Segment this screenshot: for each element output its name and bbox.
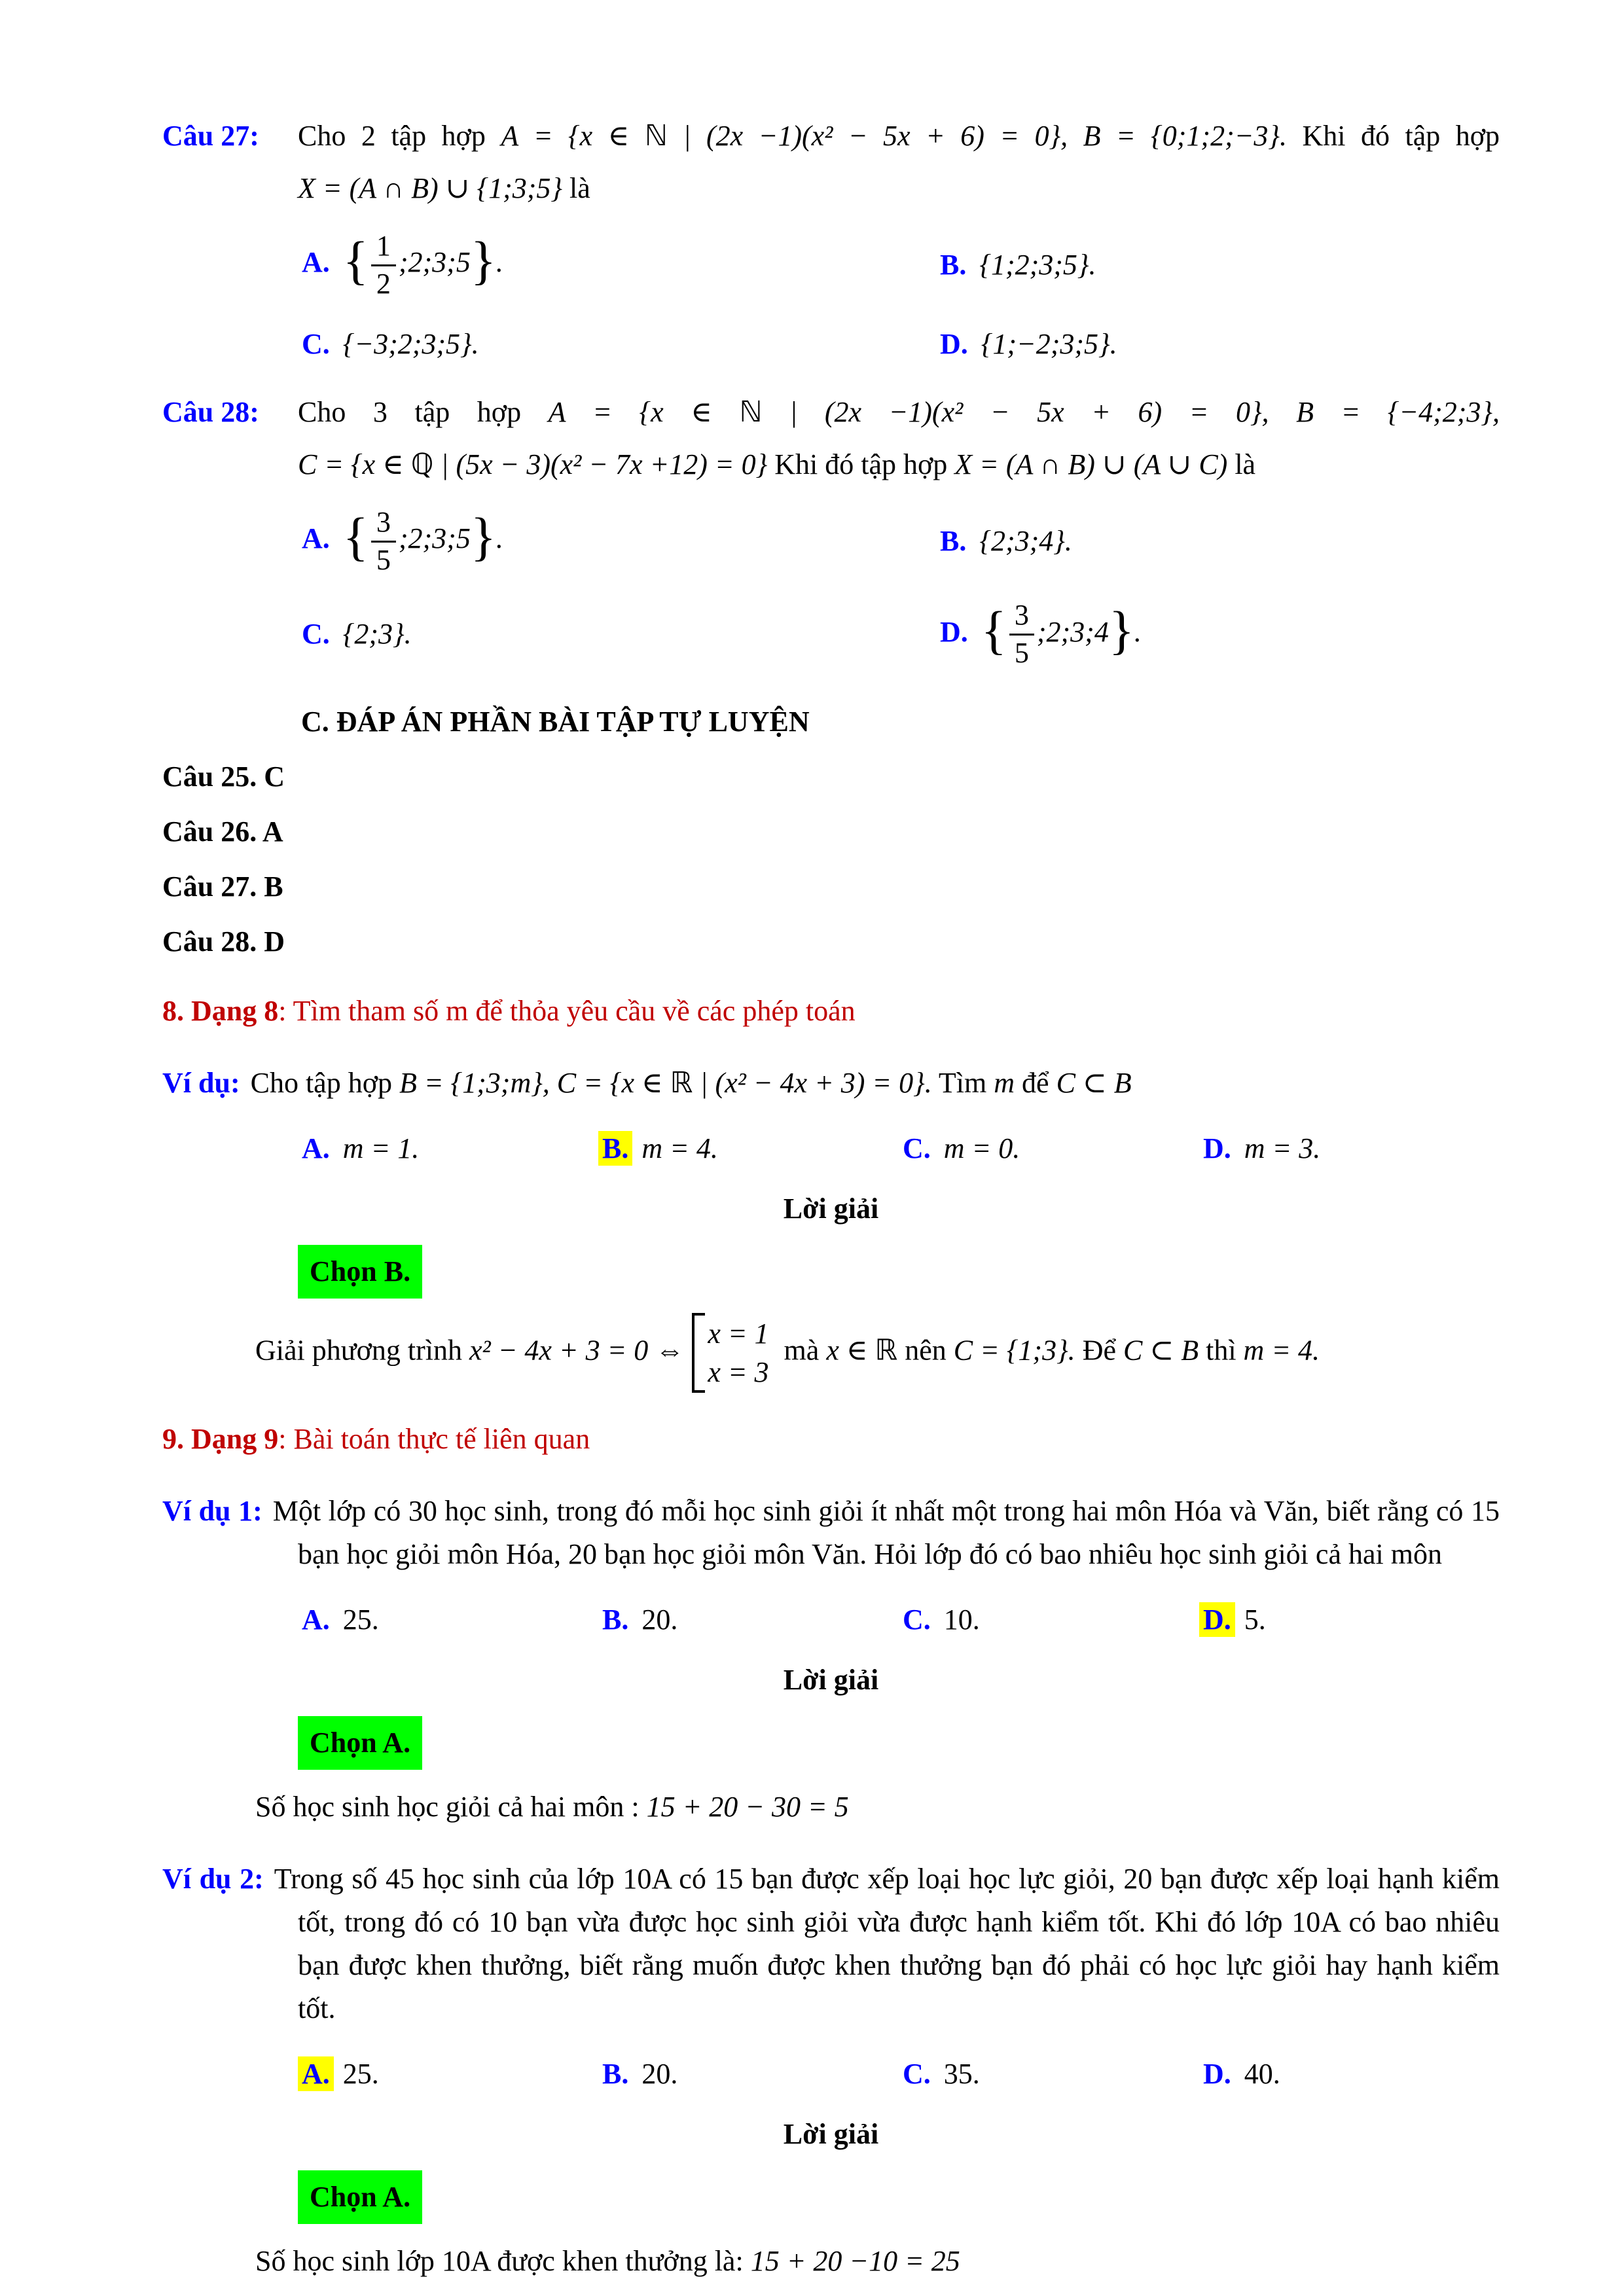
dang9-example1-options: [162, 1598, 1500, 1641]
question-27-options: [298, 230, 1500, 366]
option-c-letter: C.: [903, 2058, 931, 2090]
fraction: $\frac{3}{5}$: [371, 506, 396, 577]
dang9-example2-solution-line: Số học sinh lớp 10A được khen thưởng là: 15 + 20 −10 = 25: [255, 2245, 960, 2278]
section-dang9-description: : Bài toán thực tế liên quan: [278, 1423, 590, 1456]
option-c-letter: C.: [903, 1132, 931, 1164]
option-d-value: m = 3.: [1244, 1132, 1321, 1164]
option-b: [598, 1127, 899, 1170]
dang8-example-label: Ví dụ:: [162, 1066, 240, 1099]
option-a: [298, 1598, 598, 1641]
dang8-solution-line: Giải phương trình x² − 4x + 3 = 0 ⇔ x = 1 x = 3 mà x ∈ ℝ nên C = {1;3}. Để C ⊂ B thì m = 4.: [255, 1314, 1500, 1392]
option-b-letter: B.: [602, 2058, 629, 2090]
option-b: [598, 2053, 899, 2096]
option-c: [298, 323, 936, 366]
question-27-label: Câu 27:: [162, 120, 259, 152]
option-d-letter: D.: [1199, 1602, 1235, 1637]
option-a-value: 25.: [342, 2058, 379, 2090]
option-b-value: 20.: [641, 2058, 678, 2090]
option-d: [1199, 1127, 1500, 1170]
chosen-answer-badge: Chọn A.: [298, 2170, 422, 2224]
option-a-letter: A.: [302, 1604, 330, 1636]
dang9-example2-chosen-answer: [298, 2170, 1500, 2224]
question-27: [162, 115, 1500, 366]
dang9-example2-solution-heading: Lời giải: [783, 2118, 879, 2151]
option-d-letter: D.: [940, 615, 968, 648]
option-d-letter: D.: [1203, 2058, 1231, 2090]
option-b: [598, 1598, 899, 1641]
dang8-example: [162, 1062, 1500, 1105]
option-c-value: 35.: [943, 2058, 980, 2090]
answer-key-item-27: Câu 27. B: [162, 870, 283, 903]
option-b-value: m = 4.: [641, 1132, 718, 1164]
option-a-letter: A.: [302, 1132, 330, 1164]
option-d: [936, 323, 1500, 366]
option-a: [298, 230, 936, 300]
question-28-line1: Cho 3 tập hợp A = {x ∈ ℕ | (2x −1)(x² − 5x + 6) = 0}, B = {−4;2;3},: [298, 396, 1500, 429]
dang9-example2: [162, 1857, 1500, 2030]
option-b: [936, 520, 1500, 563]
option-b-letter: B.: [598, 1131, 632, 1166]
option-b: [936, 243, 1500, 287]
dang9-example2-options: [162, 2053, 1500, 2096]
option-d-letter: D.: [940, 328, 968, 361]
option-c: [899, 2053, 1199, 2096]
option-d: [1199, 2053, 1500, 2096]
option-d-value: { $\frac{3}{5}$ ;2;3;4}.: [981, 599, 1142, 669]
option-b-letter: B.: [940, 525, 967, 558]
section-dang8-title: [162, 990, 1500, 1033]
question-27-line1: Cho 2 tập hợp A = {x ∈ ℕ | (2x −1)(x² − 5x + 6) = 0}, B = {0;1;2;−3}. Khi đó tập hợp: [298, 120, 1500, 152]
option-c: [899, 1598, 1199, 1641]
option-b-letter: B.: [940, 249, 967, 281]
option-c: [899, 1127, 1199, 1170]
chosen-answer-badge: Chọn A.: [298, 1716, 422, 1770]
question-28-options: [298, 506, 1500, 670]
answer-key-item-28: Câu 28. D: [162, 925, 285, 958]
dang8-example-text: Cho tập hợp B = {1;3;m}, C = {x ∈ ℝ | (x² − 4x + 3) = 0}. Tìm m để C ⊂ B: [250, 1066, 1132, 1099]
question-28: [162, 391, 1500, 670]
dang8-solution-heading: Lời giải: [783, 1192, 879, 1225]
answer-key-heading: C. ĐÁP ÁN PHẦN BÀI TẬP TỰ LUYỆN: [301, 705, 810, 738]
answer-key-item-25: Câu 25. C: [162, 760, 285, 793]
option-a-letter: A.: [302, 522, 330, 555]
option-d-value: {1;−2;3;5}.: [981, 328, 1117, 361]
dang9-example2-text: Trong số 45 học sinh của lớp 10A có 15 bạn được xếp loại học lực giỏi, 20 bạn được xếp loại hạnh kiểm tốt, trong đó có 10 bạn vừa được học sinh giỏi vừa được hạnh kiểm tốt. Khi đó lớp 10A có bao nhiêu bạn được khen thưởng, biết rằng muốn được khen thưởng bạn đó phải có học lực giỏi hay hạnh kiểm tốt.: [274, 1863, 1500, 2025]
dang9-example1-chosen-answer: [298, 1716, 1500, 1770]
option-a-letter: A.: [298, 2056, 334, 2091]
option-a-letter: A.: [302, 246, 330, 279]
option-c-letter: C.: [302, 328, 330, 361]
section-dang9-title: [162, 1418, 1500, 1461]
chosen-answer-badge: Chọn B.: [298, 1245, 422, 1299]
option-a: [298, 1127, 598, 1170]
option-c-letter: C.: [302, 618, 330, 651]
question-28-body: [298, 391, 1500, 670]
option-c-value: {−3;2;3;5}.: [342, 328, 479, 361]
option-b-letter: B.: [602, 1604, 629, 1636]
option-d-letter: D.: [1203, 1132, 1231, 1164]
section-dang9-number: 9. Dạng 9: [162, 1423, 279, 1456]
question-27-body: [298, 115, 1500, 366]
option-d: [936, 599, 1500, 670]
option-c-letter: C.: [903, 1604, 931, 1636]
question-28-line2: C = {x ∈ ℚ | (5x − 3)(x² − 7x +12) = 0} Khi đó tập hợp X = (A ∩ B) ∪ (A ∪ C) là: [298, 448, 1256, 481]
dang9-example1-label: Ví dụ 1:: [162, 1495, 262, 1528]
section-dang8-description: : Tìm tham số m để thỏa yêu cầu về các phép toán: [278, 994, 856, 1027]
section-dang8-number: 8. Dạng 8: [162, 994, 279, 1027]
answer-key-item-26: Câu 26. A: [162, 815, 283, 848]
option-b-value: {2;3;4}.: [979, 525, 1072, 558]
option-c-value: m = 0.: [943, 1132, 1020, 1164]
option-b-value: {1;2;3;5}.: [979, 249, 1096, 281]
dang9-example1-text: Một lớp có 30 học sinh, trong đó mỗi học sinh giỏi ít nhất một trong hai môn Hóa và Văn, biết rằng có 15 bạn học giỏi môn Hóa, 20 bạn học giỏi môn Văn. Hỏi lớp đó có bao nhiêu học sinh giỏi cả hai môn: [272, 1495, 1500, 1571]
option-c-value: {2;3}.: [342, 618, 412, 651]
option-a-value: m = 1.: [342, 1132, 420, 1164]
option-c: [298, 613, 936, 656]
option-a-value: { $\frac{1}{2}$ ;2;3;5}.: [342, 230, 503, 300]
dang9-example1-solution-line: Số học sinh học giỏi cả hai môn : 15 + 20 − 30 = 5: [255, 1791, 849, 1823]
dang9-example1-solution-heading: Lời giải: [783, 1664, 879, 1696]
option-d: [1199, 1598, 1500, 1641]
dang9-example2-label: Ví dụ 2:: [162, 1863, 264, 1895]
option-a-value: 25.: [342, 1604, 379, 1636]
option-b-value: 20.: [641, 1604, 678, 1636]
option-d-value: 5.: [1244, 1604, 1266, 1636]
option-d-value: 40.: [1244, 2058, 1280, 2090]
fraction: $\frac{1}{2}$: [371, 230, 396, 300]
dang9-example1: [162, 1490, 1500, 1576]
fraction: $\frac{3}{5}$: [1009, 599, 1034, 670]
cases-bracket: x = 1 x = 3: [692, 1314, 768, 1392]
option-a-value: { $\frac{3}{5}$ ;2;3;5}.: [342, 506, 503, 576]
question-28-label: Câu 28:: [162, 396, 259, 429]
option-a: [298, 2053, 598, 2096]
option-a: [298, 506, 936, 577]
question-27-line2: X = (A ∩ B) ∪ {1;3;5} là: [298, 172, 590, 204]
option-c-value: 10.: [943, 1604, 980, 1636]
dang8-chosen-answer: [298, 1245, 1500, 1299]
dang8-options: [162, 1127, 1500, 1170]
